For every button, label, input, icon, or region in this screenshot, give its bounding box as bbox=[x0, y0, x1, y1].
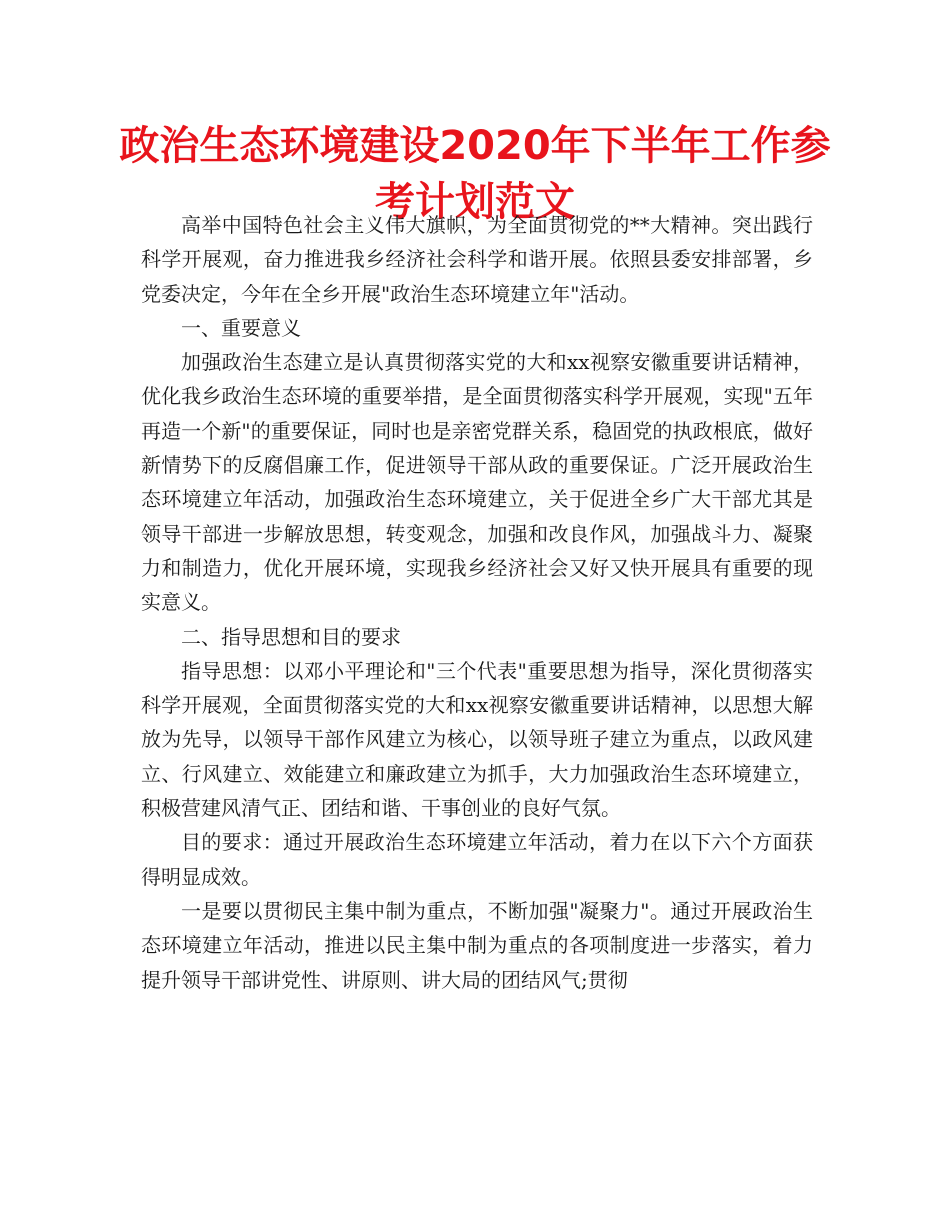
paragraph-intro: 高举中国特色社会主义伟大旗帜，为全面贯彻党的**大精神。突出践行科学开展观，奋力推进我乡经济社会科学和谐开展。依照县委安排部署，乡党委决定，今年在全乡开展"政治生态环境建立年"活动。 bbox=[141, 213, 813, 306]
document-title: 政治生态环境建设2020年下半年工作参考计划范文 bbox=[119, 123, 831, 225]
paragraph-goal-one: 一是要以贯彻民主集中制为重点，不断加强"凝聚力"。通过开展政治生态环境建立年活动，推进以民主集中制为重点的各项制度进一步落实，着力提升领导干部讲党性、讲原则、讲大局的团结风气;贯彻 bbox=[141, 898, 813, 992]
section-heading-guiding-thought: 二、指导思想和目的要求 bbox=[181, 624, 401, 649]
section-heading-significance: 一、重要意义 bbox=[181, 315, 301, 340]
paragraph-significance: 加强政治生态建立是认真贯彻落实党的大和xx视察安徽重要讲话精神，优化我乡政治生态环境的重要举措，是全面贯彻落实科学开展观，实现"五年再造一个新"的重要保证，同时也是亲密党群关系，稳固党的执政根底，做好新情势下的反腐倡廉工作，促进领导干部从政的重要保证。广泛开展政治生态环境建立年活动，加强政治生态环境建立，关于促进全乡广大干部尤其是领导干部进一步解放思想，转变观念，加强和改良作风，加强战斗力、凝聚力和制造力，优化开展环境，实现我乡经济社会又好又快开展具有重要的现实意义。 bbox=[141, 350, 813, 615]
paragraph-goals: 目的要求：通过开展政治生态环境建立年活动，着力在以下六个方面获得明显成效。 bbox=[141, 830, 813, 889]
document-body bbox=[141, 208, 813, 997]
paragraph-guiding-thought: 指导思想：以邓小平理论和"三个代表"重要思想为指导，深化贯彻落实科学开展观，全面贯彻落实党的大和xx视察安徽重要讲话精神，以思想大解放为先导，以领导干部作风建立为核心，以领导班子建立为重点，以政风建立、行风建立、效能建立和廉政建立为抓手，大力加强政治生态环境建立，积极营建风清气正、团结和谐、干事创业的良好气氛。 bbox=[141, 658, 813, 821]
